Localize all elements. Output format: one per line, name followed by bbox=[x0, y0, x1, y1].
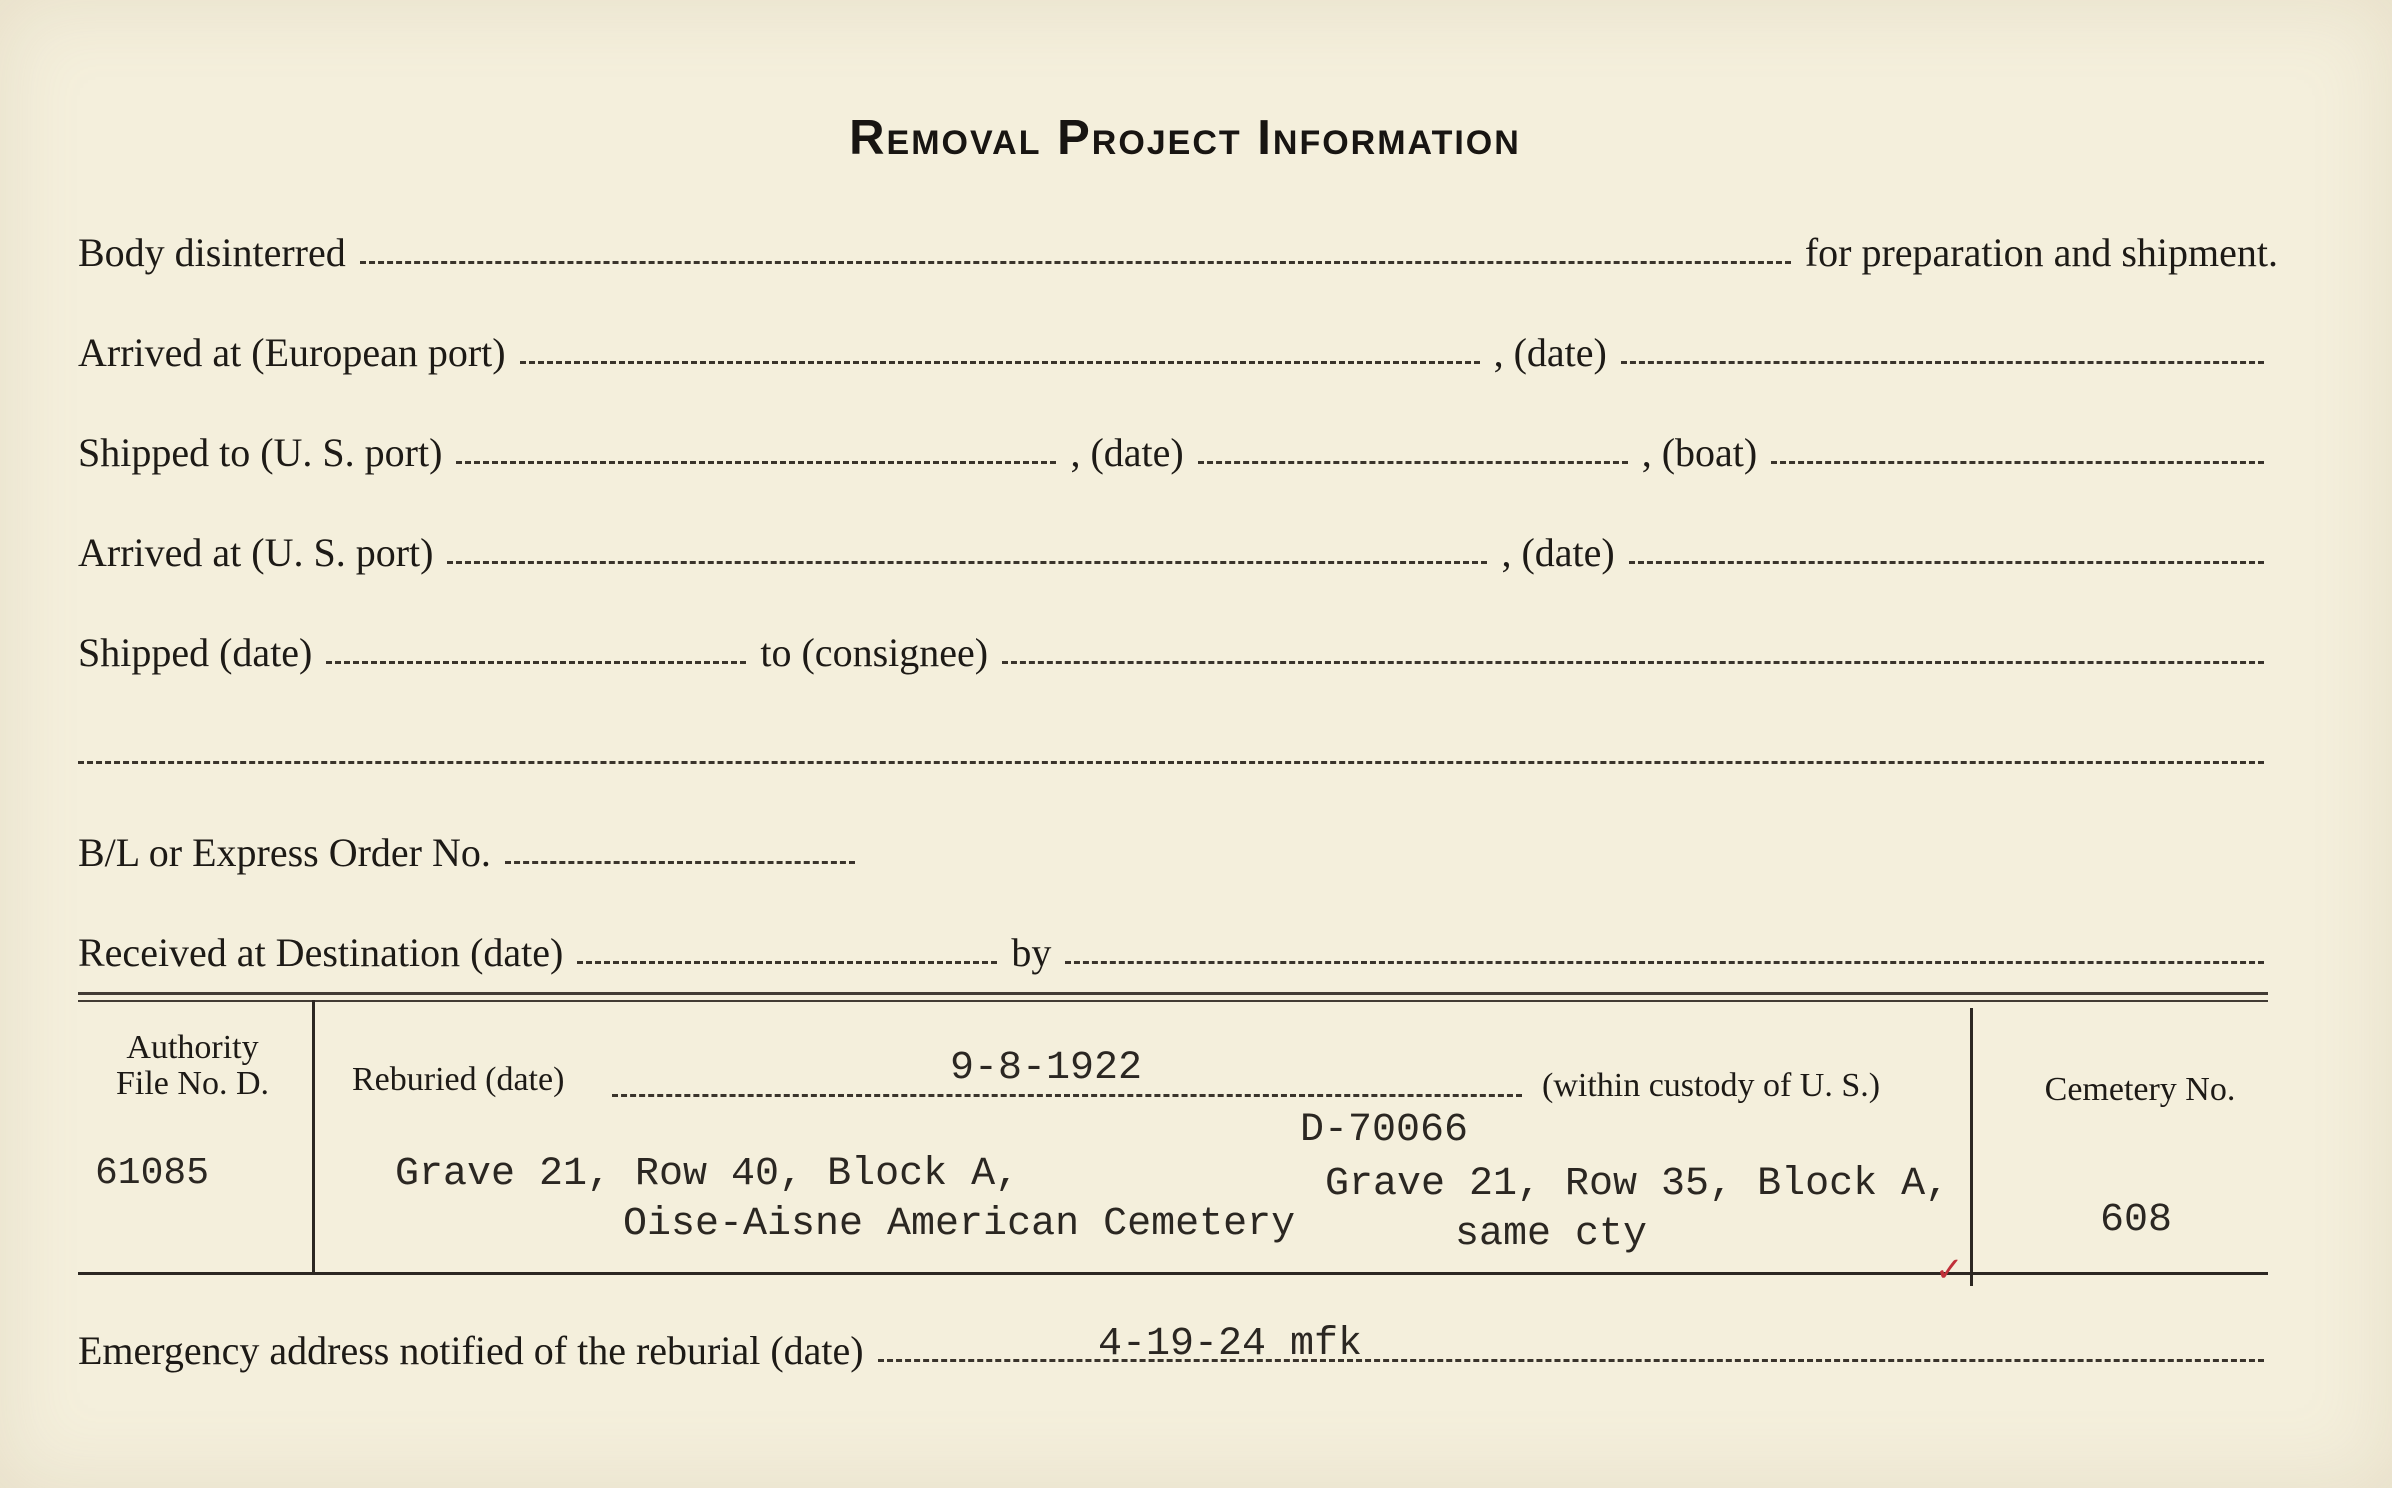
row-received-destination bbox=[78, 918, 2278, 978]
row-bl-order bbox=[78, 818, 2278, 878]
preparation-label: for preparation and shipment. bbox=[1804, 230, 2278, 275]
consignee-field-line-2[interactable] bbox=[78, 761, 2264, 764]
table-divider-right bbox=[1970, 1008, 1973, 1286]
old-grave-line-2: Oise-Aisne American Cemetery bbox=[623, 1202, 1296, 1247]
shipped-date-field[interactable] bbox=[326, 661, 746, 664]
custody-label: (within custody of U. S.) bbox=[1542, 1067, 1881, 1104]
us-port-field[interactable] bbox=[456, 461, 1056, 464]
boat-label: , (boat) bbox=[1641, 430, 1758, 475]
arrived-european-label: Arrived at (European port) bbox=[78, 330, 506, 375]
by-label: by bbox=[1011, 930, 1052, 975]
card-title: Removal Project Information bbox=[849, 111, 1521, 165]
body-disinterred-field[interactable] bbox=[360, 261, 1791, 264]
reburied-date-value: 9-8-1922 bbox=[950, 1046, 1143, 1091]
authority-label-line-1: Authority bbox=[126, 1029, 259, 1066]
bl-order-field[interactable] bbox=[505, 861, 855, 864]
row-consignee-continued bbox=[78, 718, 2278, 778]
table-top-rule-2 bbox=[78, 1000, 2268, 1002]
received-date-field[interactable] bbox=[577, 961, 997, 964]
authority-file-value: 61085 bbox=[95, 1152, 210, 1195]
date-label-2: , (date) bbox=[1070, 430, 1184, 475]
ship-date-field[interactable] bbox=[1198, 461, 1628, 464]
emergency-date-value: 4-19-24 mfk bbox=[1098, 1322, 1363, 1367]
emergency-label: Emergency address notified of the reburial (date) bbox=[78, 1328, 864, 1373]
row-arrived-us bbox=[78, 518, 2278, 578]
new-grave-line-1: Grave 21, Row 35, Block A, bbox=[1325, 1162, 1950, 1207]
authority-label bbox=[90, 1030, 295, 1102]
consignee-label: to (consignee) bbox=[760, 630, 989, 675]
date-label-1: , (date) bbox=[1493, 330, 1607, 375]
bl-order-label: B/L or Express Order No. bbox=[78, 830, 491, 875]
shipped-to-us-label: Shipped to (U. S. port) bbox=[78, 430, 443, 475]
arrived-us-label: Arrived at (U. S. port) bbox=[78, 530, 434, 575]
body-disinterred-label: Body disinterred bbox=[78, 230, 346, 275]
shipped-date-label: Shipped (date) bbox=[78, 630, 313, 675]
new-grave-line-2: same cty bbox=[1455, 1212, 1648, 1257]
d-number-value: D-70066 bbox=[1300, 1108, 1469, 1153]
emergency-date-field[interactable] bbox=[878, 1359, 2264, 1362]
authority-label-line-2: File No. D. bbox=[116, 1065, 269, 1102]
table-divider-left bbox=[312, 1000, 315, 1272]
row-body-disinterred bbox=[78, 218, 2278, 278]
row-shipped-date bbox=[78, 618, 2278, 678]
reburied-label: Reburied (date) bbox=[352, 1061, 565, 1098]
consignee-field[interactable] bbox=[1002, 661, 2264, 664]
received-by-field[interactable] bbox=[1065, 961, 2264, 964]
cemetery-no-value: 608 bbox=[2100, 1198, 2173, 1243]
date-label-3: , (date) bbox=[1501, 530, 1615, 575]
arrival-date-field-1[interactable] bbox=[1621, 361, 2264, 364]
arrival-date-field-2[interactable] bbox=[1629, 561, 2264, 564]
european-port-field[interactable] bbox=[520, 361, 1480, 364]
arrived-us-port-field[interactable] bbox=[447, 561, 1487, 564]
old-grave-line-1: Grave 21, Row 40, Block A, bbox=[395, 1152, 1020, 1197]
row-shipped-to-us bbox=[78, 418, 2278, 478]
reburied-date-field[interactable] bbox=[612, 1094, 1522, 1097]
received-destination-label: Received at Destination (date) bbox=[78, 930, 564, 975]
red-check-mark-icon: ✓ bbox=[1935, 1252, 1964, 1289]
cemetery-no-label: Cemetery No. bbox=[2044, 1071, 2236, 1108]
table-top-rule bbox=[78, 992, 2268, 995]
boat-field[interactable] bbox=[1771, 461, 2264, 464]
row-arrived-european bbox=[78, 318, 2278, 378]
